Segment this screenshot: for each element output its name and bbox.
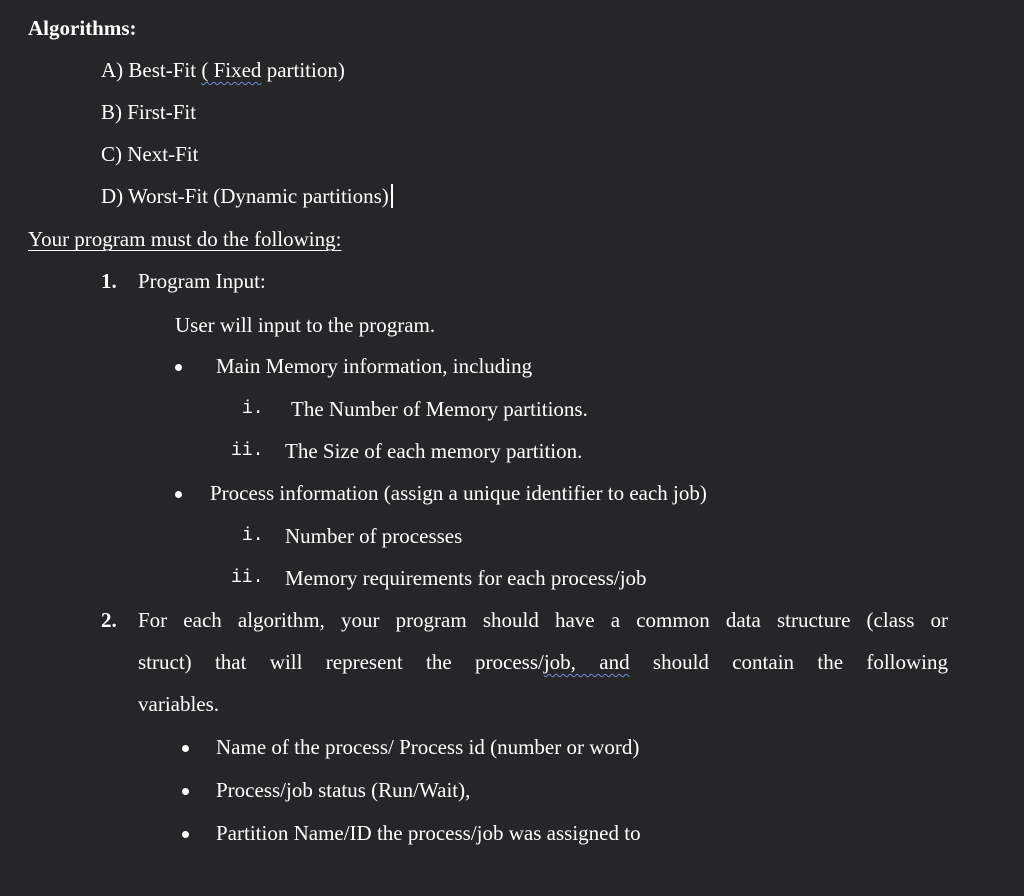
algorithm-d-text: D) Worst-Fit (Dynamic partitions) — [101, 184, 389, 208]
item-2-line-2-c: should contain the following — [629, 650, 949, 674]
item-2-number: 2. — [101, 608, 117, 632]
algorithm-a-suffix: partition) — [261, 58, 345, 82]
variable-process-status: Process/job status (Run/Wait), — [216, 778, 471, 802]
bullet-dot — [182, 831, 189, 838]
bullet-process-info: Process information (assign a unique identifier to each job) — [210, 481, 707, 505]
item-2-line-2 — [138, 649, 948, 675]
item-2-line-2-a: struct) that will represent the process/ — [138, 650, 544, 674]
algorithm-a — [101, 57, 345, 83]
item-2-line-1: For each algorithm, your program should have a common data structure (class or — [138, 608, 948, 632]
text-cursor — [391, 184, 393, 208]
item-1-intro: User will input to the program. — [175, 313, 436, 337]
variable-process-name: Name of the process/ Process id (number or word) — [216, 735, 640, 759]
algorithm-a-prefix: A) Best-Fit — [101, 58, 202, 82]
algorithm-b: B) First-Fit — [101, 100, 197, 124]
sub-marker-ii: ii. — [231, 568, 264, 588]
sub-item-memory-requirements: Memory requirements for each process/job — [285, 566, 647, 590]
algorithm-d[interactable] — [101, 183, 393, 209]
bullet-dot — [182, 788, 189, 795]
sub-marker-i: i. — [242, 526, 264, 546]
sub-item-partitions-count: The Number of Memory partitions. — [291, 397, 588, 421]
item-1-number: 1. — [101, 269, 117, 293]
bullet-dot — [175, 364, 182, 371]
algorithm-c: C) Next-Fit — [101, 142, 199, 166]
requirements-heading: Your program must do the following: — [28, 227, 342, 251]
item-2-line-2-b: job, and — [543, 650, 630, 674]
algorithm-a-paren: ( — [201, 58, 209, 82]
item-1-title: Program Input: — [138, 269, 266, 293]
section-heading: Algorithms: — [28, 16, 137, 40]
item-2-line-3: variables. — [138, 692, 220, 716]
bullet-main-memory: Main Memory information, including — [216, 354, 533, 378]
sub-item-process-count: Number of processes — [285, 524, 463, 548]
sub-marker-i: i. — [242, 399, 264, 419]
bullet-dot — [175, 491, 182, 498]
bullet-dot — [182, 745, 189, 752]
sub-item-partition-size: The Size of each memory partition. — [285, 439, 583, 463]
variable-partition-id: Partition Name/ID the process/job was assigned to — [216, 821, 641, 845]
algorithm-a-fixed: Fixed — [208, 58, 262, 82]
sub-marker-ii: ii. — [231, 441, 264, 461]
